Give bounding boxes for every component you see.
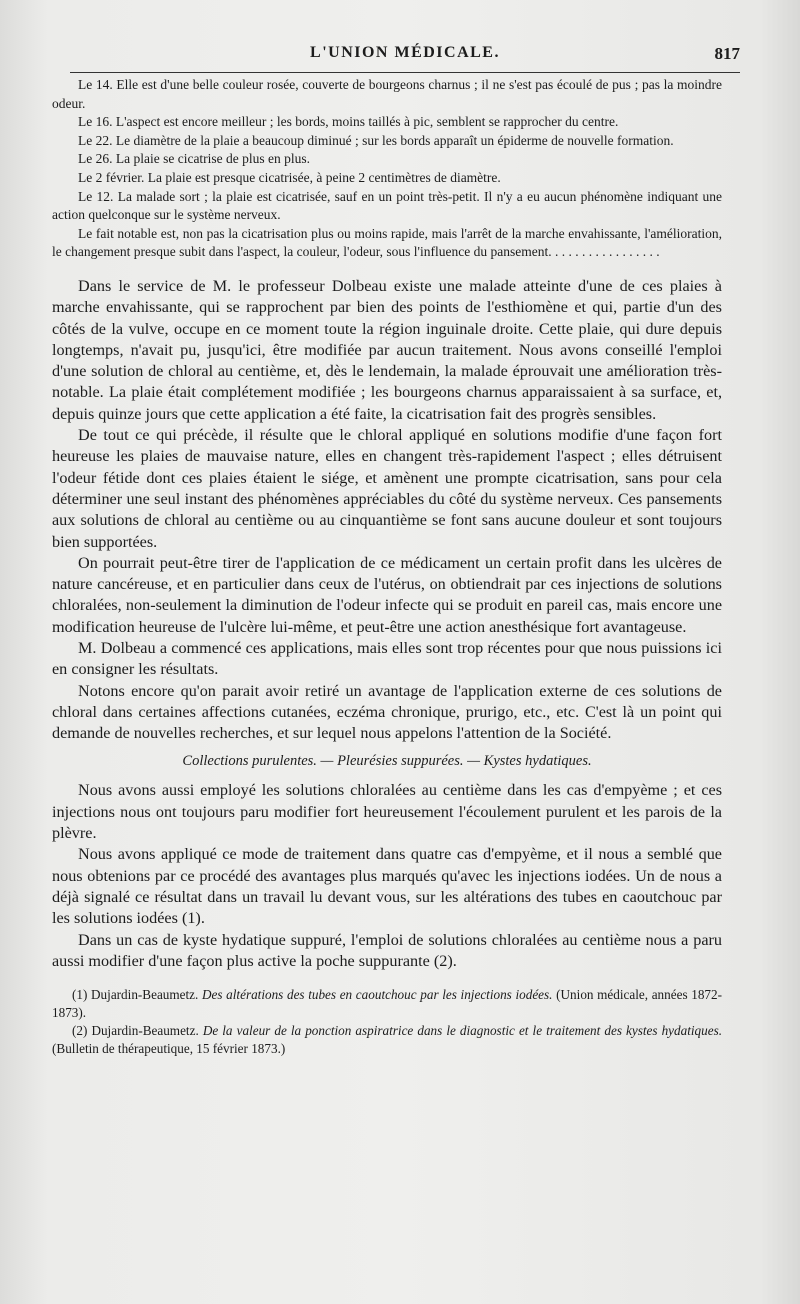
case-notes xyxy=(52,76,722,262)
footnote-prefix: (1) Dujardin-Beaumetz. xyxy=(72,987,199,1003)
header-rule xyxy=(70,72,740,73)
paragraph: Nous avons appliqué ce mode de traitement dans quatre cas d'empyème, et il nous a semblé que nous obtenions par ce procédé des avantages plus marqués qu'avec les injections iodées. Un de nous a déjà signalé ce résultat dans un travail lu devant vous, sur les altérations des tubes en caoutchouc par les solutions iodées (1). xyxy=(52,845,722,928)
footnote-title: Des altérations des tubes en caoutchouc par les injections iodées. xyxy=(202,987,553,1003)
footnote-source: (Union médicale, années 1872-1873). xyxy=(52,987,723,1021)
case-note: Le 12. La malade sort ; la plaie est cicatrisée, sauf en un point très-petit. Il n'y a eu aucun phénomène indiquant une action quelconque sur le système nerveux. xyxy=(52,188,722,223)
footnote-prefix: (2) Dujardin-Beaumetz. xyxy=(72,1023,199,1039)
section-text xyxy=(52,780,722,972)
paragraph: Dans un cas de kyste hydatique suppuré, l'emploi de solutions chloralées au centième nous a paru aussi modifier d'une façon plus active la poche suppurante (2). xyxy=(52,930,722,970)
paragraph: On pourrait peut-être tirer de l'application de ce médicament un certain profit dans les ulcères de nature cancéreuse, et en particulier dans ceux de l'utérus, on obtiendrait par ces injections de solutions chloralées, non-seulement la diminution de l'odeur infecte qui se produit en pareil cas, mais encore une modification heureuse de l'ulcère lui-même, et peut-être une action anesthésique fort avantageuse. xyxy=(52,553,722,636)
paragraph: Nous avons aussi employé les solutions chloralées au centième dans les cas d'empyème ; et ces injections nous ont toujours paru modifier fort heureusement l'écoulement purulent et les parois de la plèvre. xyxy=(52,781,722,843)
page-content xyxy=(52,76,722,1058)
case-note: Le 16. L'aspect est encore meilleur ; les bords, moins taillés à pic, semblent se rapprocher du centre. xyxy=(78,114,619,130)
main-text xyxy=(52,276,722,745)
footnote-source: (Bulletin de thérapeutique, 15 février 1873.) xyxy=(52,1041,286,1057)
paragraph: De tout ce qui précède, il résulte que le chloral appliqué en solutions modifie d'une façon fort heureuse les plaies de mauvaise nature, elles en changent très-rapidement l'aspect ; elles détruisent l'odeur fétide dont ces plaies étaient le siége, et amènent une prompte cicatrisation, sans pour cela déterminer une seul instant des phénomènes appréciables du côté du système nerveux. Ces pansements aux solutions de chloral au centième ou au cinquantième se font sans aucune douleur et sont toujours bien supportées. xyxy=(52,426,722,551)
case-note: Le fait notable est, non pas la cicatrisation plus ou moins rapide, mais l'arrêt de la marche envahissante, l'amélioration, le changement presque subit dans l'aspect, la couleur, l'odeur, sous l'influence du pansement. . . . . . . . . . . . . . . . . xyxy=(52,225,722,260)
case-note: Le 22. Le diamètre de la plaie a beaucoup diminué ; sur les bords apparaît un épiderme de nouvelle formation. xyxy=(78,132,674,148)
footnote xyxy=(52,1022,722,1058)
paragraph: Notons encore qu'on parait avoir retiré un avantage de l'application externe de ces solutions de chloral dans certaines affections cutanées, eczéma chronique, prurigo, etc., etc. C'est là un point qui demande de nouvelles recherches, et sur lequel nous appelons l'attention de la Société. xyxy=(52,681,722,743)
footnote xyxy=(52,986,722,1022)
footnote-title: De la valeur de la ponction aspiratrice dans le diagnostic et le traitement des kystes hydatiques. xyxy=(202,1023,723,1039)
case-note: Le 2 février. La plaie est presque cicatrisée, à peine 2 centimètres de diamètre. xyxy=(78,169,501,185)
paragraph: M. Dolbeau a commencé ces applications, mais elles sont trop récentes pour que nous puissions ici en consigner les résultats. xyxy=(52,638,722,679)
running-title: L'UNION MÉDICALE. xyxy=(310,44,500,61)
page-header xyxy=(70,40,740,70)
footnotes xyxy=(52,986,722,1058)
section-heading: Collections purulentes. — Pleurésies suppurées. — Kystes hydatiques. xyxy=(182,753,592,770)
page-number: 817 xyxy=(714,44,740,63)
case-note: Le 14. Elle est d'une belle couleur rosée, couverte de bourgeons charnus ; il ne s'est pas écoulé de pus ; pas la moindre odeur. xyxy=(52,77,722,111)
case-note: Le 26. La plaie se cicatrise de plus en plus. xyxy=(78,151,311,167)
paragraph: Dans le service de M. le professeur Dolbeau existe une malade atteinte d'une de ces plaies à marche envahissante, qui se rapprochent par bien des points de l'esthiomène et qui, partie d'un des côtés de la vulve, occupe en ce moment toute la région inguinale droite. Cette plaie, qui dure depuis longtemps, n'avait pu, jusqu'ici, être modifiée par aucun traitement. Nous avons conseillé l'emploi d'une solution de chloral au centième, et, dès le lendemain, la malade éprouvait une amélioration très-notable. La plaie était complétement modifiée ; les bourgeons charnus apparaissaient à sa surface, et, depuis quinze jours que cette application a été faite, la cicatrisation fait des progrès sensibles. xyxy=(52,276,722,423)
